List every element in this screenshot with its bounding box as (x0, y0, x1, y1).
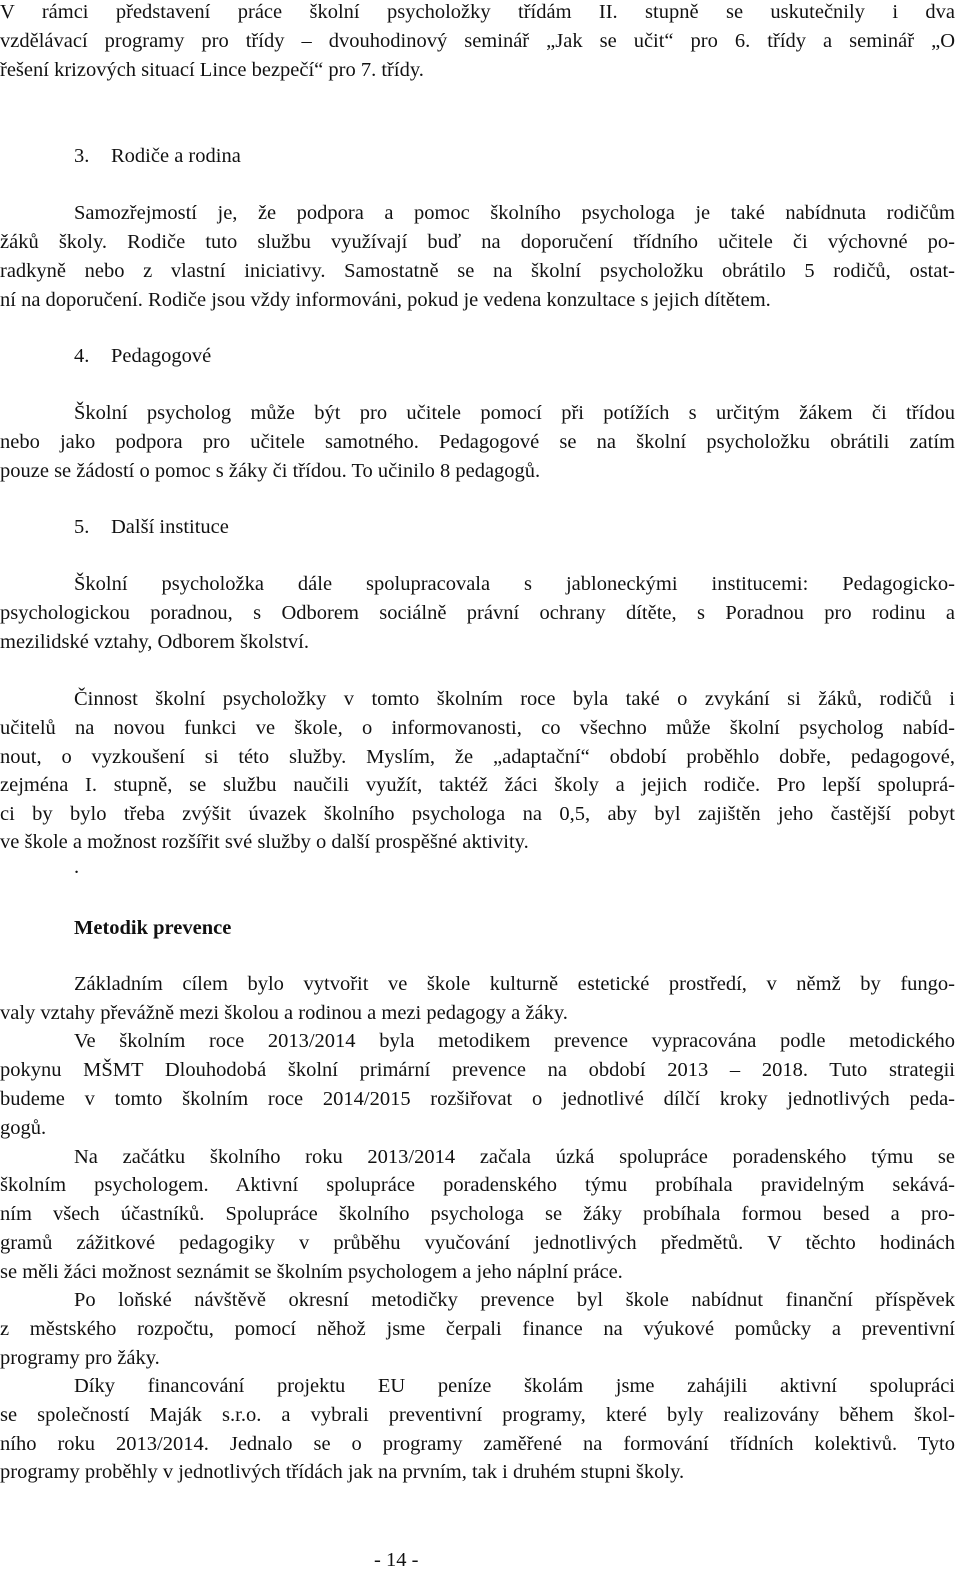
paragraph-line: pokynu MŠMT Dlouhodobá školní primární prevence na období 2013 – 2018. Tuto strategii (0, 1059, 955, 1081)
paragraph-line: z městského rozpočtu, pomocí něhož jsme čerpali finance na výukové pomůcky a preventivní (0, 1318, 955, 1340)
section-number: 3. (74, 145, 90, 167)
section-title: Další instituce (111, 516, 229, 538)
paragraph-line: ního roku 2013/2014. Jednalo se o programy zaměřené na formování třídních kolektivů. Tyto (0, 1433, 955, 1455)
paragraph-line: vzdělávací programy pro třídy – dvouhodinový seminář „Jak se učit“ pro 6. třídy a seminář „O (0, 30, 955, 52)
paragraph-line: Základním cílem bylo vytvořit ve škole kulturně estetické prostředí, v němž by fungo- (74, 973, 955, 995)
paragraph-line: ci by bylo třeba zvýšit úvazek školního psychologa na 0,5, aby byl zajištěn jeho častější pobyt (0, 803, 955, 825)
paragraph-line: řešení krizových situací Lince bezpečí“ pro 7. třídy. (0, 59, 424, 81)
paragraph-line: mezilidské vztahy, Odborem školství. (0, 631, 309, 653)
section-heading: Metodik prevence (74, 917, 232, 939)
paragraph-line: ve škole a možnost rozšířit své služby o další prospěšné aktivity. (0, 831, 529, 853)
paragraph-line: pouze se žádostí o pomoc s žáky či třídou. To učinilo 8 pedagogů. (0, 460, 541, 482)
paragraph-line: ní na doporučení. Rodiče jsou vždy informováni, pokud je vedena konzultace s jejich dítětem. (0, 289, 771, 311)
paragraph-line: Po loňské návštěvě okresní metodičky prevence byl škole nabídnut finanční příspěvek (74, 1289, 955, 1311)
paragraph-line: Činnost školní psycholožky v tomto školním roce byla také o zvykání si žáků, rodičů i (74, 688, 955, 710)
paragraph-line: nebo jako podpora pro učitele samotného. Pedagogové se na školní psycholožku obrátili zatím (0, 431, 955, 453)
paragraph-line: učitelů na novou funkci ve škole, o informovanosti, co všechno může školní psycholog nabíd- (0, 717, 955, 739)
section-title: Pedagogové (111, 345, 212, 367)
paragraph-line: Ve školním roce 2013/2014 byla metodikem prevence vypracována podle metodického (74, 1030, 955, 1052)
section-number: 5. (74, 516, 90, 538)
stray-period: . (74, 856, 80, 878)
paragraph-line: V rámci představení práce školní psycholožky třídám II. stupně se uskutečnily i dva (0, 1, 955, 23)
page-number: - 14 - (374, 1549, 419, 1571)
paragraph-line: radkyně nebo z vlastní iniciativy. Samostatně se na školní psycholožku obrátilo 5 rodičů, ostat- (0, 260, 955, 282)
paragraph-line: budeme v tomto školním roce 2014/2015 rozšiřovat o jednotlivé dílčí kroky jednotlivých peda- (0, 1088, 955, 1110)
paragraph-line: gramů zážitkové pedagogiky v průběhu vyučování jednotlivých předmětů. V těchto hodinách (0, 1232, 955, 1254)
paragraph-line: valy vztahy převážně mezi školou a rodinou a mezi pedagogy a žáky. (0, 1002, 568, 1024)
paragraph-line: Samozřejmostí je, že podpora a pomoc školního psychologa je také nabídnuta rodičům (74, 202, 955, 224)
paragraph-line: Školní psycholožka dále spolupracovala s jabloneckými institucemi: Pedagogicko- (74, 573, 955, 595)
paragraph-line: Díky financování projektu EU peníze školám jsme zahájili aktivní spolupráci (74, 1375, 955, 1397)
paragraph-line: programy proběhly v jednotlivých třídách jak na prvním, tak i druhém stupni školy. (0, 1461, 685, 1483)
section-title: Rodiče a rodina (111, 145, 241, 167)
section-number: 4. (74, 345, 90, 367)
paragraph-line: se společností Maják s.r.o. a vybrali preventivní programy, které byly realizovány během škol- (0, 1404, 955, 1426)
paragraph-line: Na začátku školního roku 2013/2014 začala úzká spolupráce poradenského týmu se (74, 1146, 955, 1168)
paragraph-line: programy pro žáky. (0, 1347, 160, 1369)
paragraph-line: psychologickou poradnou, s Odborem sociálně právní ochrany dítěte, s Poradnou pro rodinu a (0, 602, 955, 624)
paragraph-line: se měli žáci možnost seznámit se školním psychologem a jeho náplní práce. (0, 1261, 623, 1283)
paragraph-line: gogů. (0, 1117, 47, 1139)
paragraph-line: Školní psycholog může být pro učitele pomocí při potížích s určitým žákem či třídou (74, 402, 955, 424)
paragraph-line: žáků školy. Rodiče tuto službu využívají buď na doporučení třídního učitele či výchovné po- (0, 231, 955, 253)
paragraph-line: ním všech účastníků. Spolupráce školního psychologa se žáky probíhala formou besed a pro- (0, 1203, 955, 1225)
paragraph-line: zejména I. stupně, se službu naučili využít, taktéž žáci školy a jejich rodiče. Pro lepší spoluprá- (0, 774, 955, 796)
paragraph-line: školním psychologem. Aktivní spolupráce poradenského týmu probíhala pravidelným sekává- (0, 1174, 955, 1196)
paragraph-line: nout, o vyzkoušení si této služby. Myslím, že „adaptační“ období proběhlo dobře, pedagogové, (0, 746, 955, 768)
